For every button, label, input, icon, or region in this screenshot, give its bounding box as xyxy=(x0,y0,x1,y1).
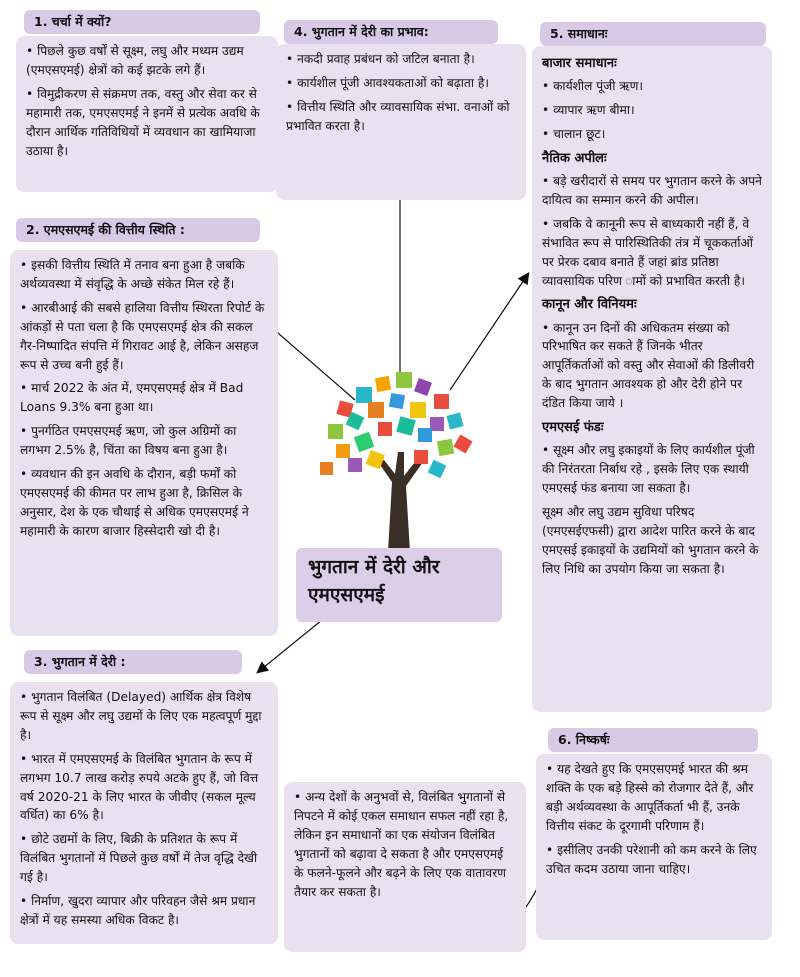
s5-heading: 5. समाधानः xyxy=(540,22,766,46)
s5-moral-point: • बड़े खरीदारों से समय पर भुगतान करने के अपने दायित्व का सम्मान करने की अपील। xyxy=(542,174,762,207)
s6-box xyxy=(536,754,772,940)
s5-law-title: कानून और विनियमः xyxy=(542,297,637,313)
s5-box xyxy=(532,46,772,712)
s5-market-point: • चालान छूट। xyxy=(542,126,606,141)
s5-law-point: • कानून उन दिनों की अधिकतम संख्या को परिभाषित कर सकते हैं जिनके भीतर आपूर्तिकर्ताओं को वस्तु और सेवाओं की डिलीवरी के बाद भुगतान आवश्यक हो और देरी होने पर दंडित किया जाये । xyxy=(542,320,755,411)
s2-box xyxy=(10,250,278,636)
s3-point: • निर्माण, खुदरा व्यापार और परिवहन जैसे श्रम प्रधान क्षेत्रों में यह समस्या अधिक विकट है। xyxy=(20,894,256,927)
s4-point: • वित्तीय स्थिति और व्यावसायिक संभा. वनाओं को प्रभावित करता है। xyxy=(286,99,510,133)
s3-box xyxy=(10,682,278,944)
s2-point: • आरबीआई की सबसे हालिया वित्तीय स्थिरता रिपोर्ट के आंकड़ों से पता चला है कि एमएसएमई क्षेत्र की सकल गैर-निष्पादित संपत्ति में गिरावट आई है, लेकिन असहज रूप से उच्च बनी हुई हैं। xyxy=(20,300,265,372)
s1-box xyxy=(16,36,278,192)
s5-market-point: • व्यापार ऋण बीमा। xyxy=(542,103,635,118)
tree-illustration xyxy=(318,362,478,552)
s3-point: • छोटे उद्यमों के लिए, बिक्री के प्रतिशत के रूप में विलंबित भुगतानों में पिछले कुछ वर्षों में तेज वृद्धि देखी गई है। xyxy=(20,832,258,885)
s2-point: • इसकी वित्तीय स्थिति में तनाव बना हुआ है जबकि अर्थव्यवस्था में संवृद्धि के अच्छे संकेत मिल रहे हैं। xyxy=(20,258,245,291)
s2-heading: 2. एमएसएमई की वित्तीय स्थिति : xyxy=(16,218,260,242)
s1-point: • पिछले कुछ वर्षों से सूक्ष्म, लघु और मध्यम उद्यम (एमएसएमई) क्षेत्रों को कई झटके लगे हैं। xyxy=(26,44,244,77)
center-title: भुगतान में देरी और एमएसएमई xyxy=(296,548,502,622)
s7-point: • अन्य देशों के अनुभवों से, विलंबित भुगतानों से निपटने में कोई एकल समाधान सफल नहीं रहा है, लेकिन इन समाधानों का एक संयोजन विलंबित भुगतानों को बढ़ावा दे सकता है और एमएसएमई के फलने-फूलने और बढ़ने के लिए एक वातावरण तैयार कर सकता है। xyxy=(294,790,509,899)
s2-point: • पुनर्गठित एमएसएमई ऋण, जो कुल अग्रिमों का लगभग 2.5% है, चिंता का विषय बना हुआ है। xyxy=(20,424,237,458)
s3-heading: 3. भुगतान में देरी : xyxy=(24,650,242,674)
s6-point: • यह देखते हुए कि एमएसएमई भारत की श्रम शक्ति के एक बड़े हिस्से को रोजगार देते हैं, और बड़ी अर्थव्यवस्था के आपूर्तिकर्ता भी हैं, उनके वित्तीय संकट के दूरगामी परिणाम हैं। xyxy=(546,762,754,833)
s2-point: • मार्च 2022 के अंत में, एमएसएमई क्षेत्र में Bad Loans 9.3% बना हुआ था। xyxy=(20,381,244,415)
s4-heading: 4. भुगतान में देरी का प्रभाव: xyxy=(284,20,498,44)
s4-point: • नकदी प्रवाह प्रबंधन को जटिल बनाता है। xyxy=(286,52,475,66)
s3-point: • भारत में एमएसएमई के विलंबित भुगतान के रूप में लगभग 10.7 लाख करोड़ रुपये अटके हुए हैं, जो वित्त वर्ष 2020-21 के लिए भारत के जीवीए (सकल मूल्य वर्धित) का 6% है। xyxy=(20,751,259,823)
s5-market-point: • कार्यशील पूंजी ऋण। xyxy=(542,79,644,94)
s4-box xyxy=(276,44,526,200)
s6-heading: 6. निष्कर्षः xyxy=(548,728,758,752)
s5-fund-point: • सूक्ष्म और लघु इकाइयों के लिए कार्यशील पूंजी की निरंतरता निर्बाध रहे , इसके लिए एक स्थायी एमएसई फंड बनाया जा सकता है। xyxy=(542,443,755,496)
s5-fund-title: एमएसई फंडः xyxy=(542,420,604,436)
s5-fund-point: सूक्ष्म और लघु उद्यम सुविधा परिषद (एमएसईएफसी) द्वारा आदेश पारित करने के बाद एमएसई इकाइयों के उद्यमियों को भुगतान करने के लिए निधि का उपयोग किया जा सकता है। xyxy=(542,504,759,576)
s2-point: • व्यवधान की इन अवधि के दौरान, बड़ी फर्मों को एमएसएमई की कीमत पर लाभ हुआ है, क्रिसिल के अनुसार, देश के एक चौथाई से अधिक एमएसएमई ने महामारी के कारण बाजार हिस्सेदारी खो दी है। xyxy=(20,467,249,538)
s1-point: • विमुद्रीकरण से संक्रमण तक, वस्तु और सेवा कर से महामारी तक, एमएसएमई ने इनमें से प्रत्येक अवधि के दौरान आर्थिक गतिविधियों में व्यवधान का खामियाजा उठाया है। xyxy=(26,86,260,158)
s5-moral-point: • जबकि वे कानूनी रूप से बाध्यकारी नहीं हैं, वे संभावित रूप से पारिस्थितिकी तंत्र में चूककर्ताओं पर प्रेरक दबाव बनाते हैं जहां ब्रांड प्रतिष्ठा व्यावसायिक परिण ामों को प्रभावित करती है। xyxy=(542,216,753,288)
s7-box xyxy=(284,782,526,952)
s6-point: • इसीलिए उनकी परेशानी को कम करने के लिए उचित कदम उठाया जाना चाहिए। xyxy=(546,842,757,876)
s5-market-title: बाजार समाधानः xyxy=(542,56,617,71)
s3-point: • भुगतान विलंबित (Delayed) आर्थिक क्षेत्र विशेष रूप से सूक्ष्म और लघु उद्यमों के लिए एक महत्वपूर्ण मुद्दा है। xyxy=(20,690,262,742)
s1-heading: 1. चर्चा में क्यों? xyxy=(24,10,260,34)
s5-moral-title: नैतिक अपीलः xyxy=(542,150,607,166)
s4-point: • कार्यशील पूंजी आवश्यकताओं को बढ़ाता है। xyxy=(286,75,489,90)
